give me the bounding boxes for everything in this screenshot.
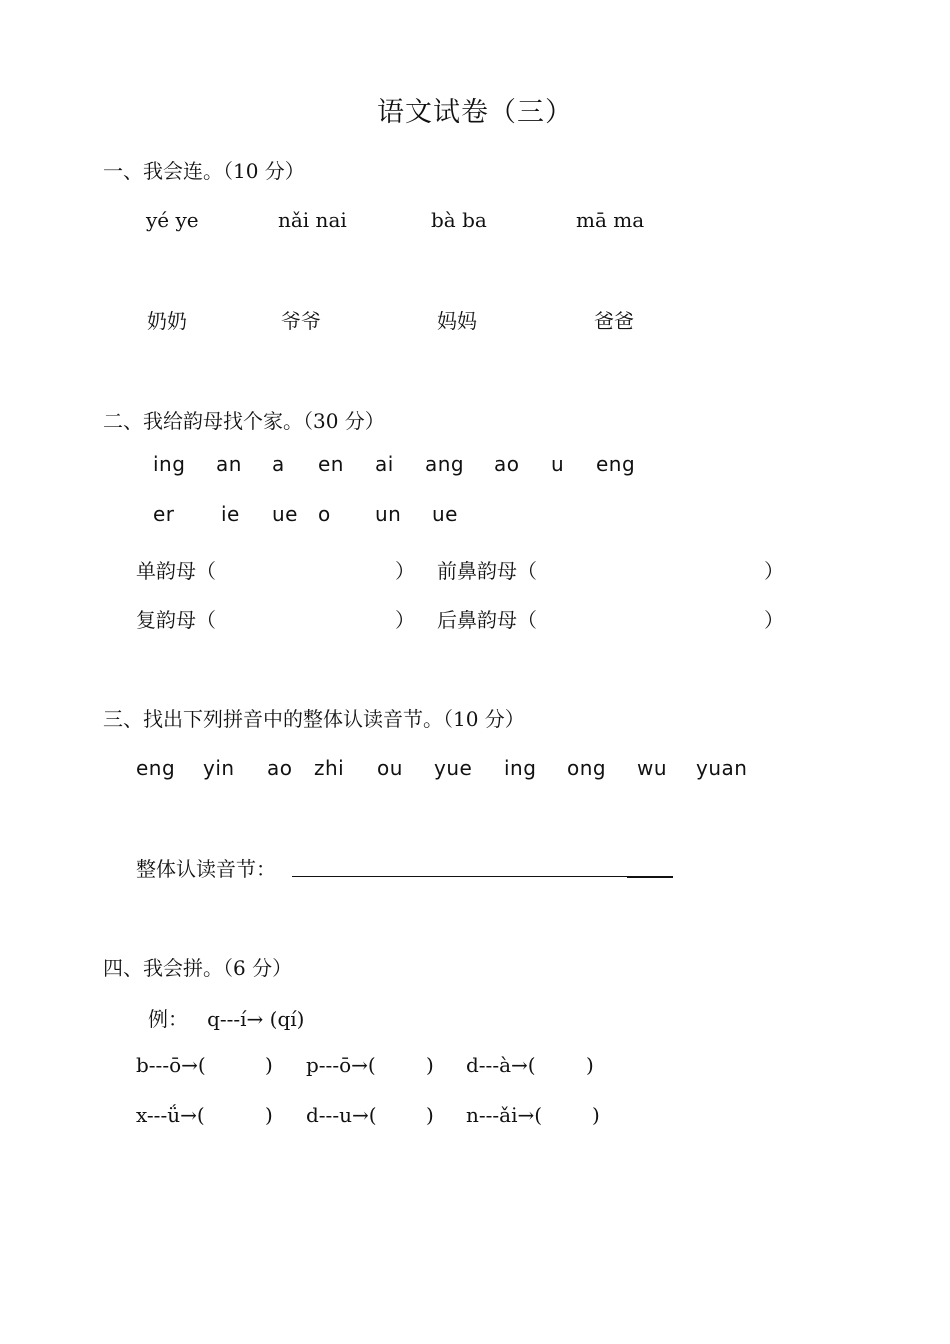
spell-item: d---à→( (466, 1053, 536, 1077)
example-line: 例： q---í→ (qí) (148, 1007, 305, 1031)
spell-close: ) (265, 1053, 273, 1077)
section-4-heading: 四、我会拼。（6 分） (103, 956, 293, 980)
final-item: en (318, 452, 344, 476)
answer-blank-tail (627, 876, 673, 878)
word-mama: 妈妈 (437, 309, 477, 333)
final-item: ie (221, 502, 240, 526)
spell-item: p---ō→( (306, 1053, 376, 1077)
category-close: ） (395, 559, 415, 583)
category-close: ） (764, 608, 784, 632)
syllable-item: yuan (696, 756, 748, 780)
answer-blank[interactable] (292, 876, 627, 877)
syllable-item: yue (434, 756, 473, 780)
spell-item: b---ō→( (136, 1053, 206, 1077)
final-item: un (375, 502, 402, 526)
final-item: ue (272, 502, 298, 526)
syllable-item: ing (504, 756, 537, 780)
word-nainai: 奶奶 (147, 309, 187, 333)
final-item: a (272, 452, 285, 476)
syllable-item: ong (567, 756, 607, 780)
pinyin-mama: mā ma (576, 208, 645, 232)
final-item: ao (494, 452, 520, 476)
syllable-item: wu (637, 756, 668, 780)
category-back-nasal-finals: 后鼻韵母（ (437, 608, 537, 632)
final-item: ai (375, 452, 394, 476)
spell-close: ) (426, 1103, 434, 1127)
final-item: ue (432, 502, 458, 526)
final-item: ang (425, 452, 465, 476)
answer-label: 整体认读音节： (136, 857, 276, 881)
syllable-item: ao (267, 756, 293, 780)
pinyin-yeye: yé ye (146, 208, 199, 232)
syllable-item: ou (377, 756, 403, 780)
spell-close: ) (265, 1103, 273, 1127)
final-item: ing (153, 452, 186, 476)
spell-close: ) (586, 1053, 594, 1077)
category-front-nasal-finals: 前鼻韵母（ (437, 559, 537, 583)
spell-item: d---u→( (306, 1103, 377, 1127)
syllable-item: zhi (314, 756, 345, 780)
pinyin-baba: bà ba (431, 208, 487, 232)
spell-item: x---ǘ→( (136, 1103, 205, 1127)
final-item: o (318, 502, 331, 526)
spell-item: n---ǎi→( (466, 1103, 543, 1127)
section-1-heading: 一、我会连。（10 分） (103, 159, 305, 183)
category-compound-finals: 复韵母（ (136, 608, 216, 632)
section-3-heading: 三、找出下列拼音中的整体认读音节。（10 分） (103, 707, 525, 731)
word-yeye: 爷爷 (281, 309, 321, 333)
word-baba: 爸爸 (594, 309, 634, 333)
final-item: er (153, 502, 175, 526)
section-2-heading: 二、我给韵母找个家。（30 分） (103, 409, 385, 433)
category-close: ） (395, 608, 415, 632)
spell-close: ) (592, 1103, 600, 1127)
spell-close: ) (426, 1053, 434, 1077)
syllable-item: eng (136, 756, 176, 780)
pinyin-nainai: nǎi nai (278, 208, 347, 232)
final-item: eng (596, 452, 636, 476)
syllable-item: yin (203, 756, 235, 780)
final-item: u (551, 452, 565, 476)
category-close: ） (764, 559, 784, 583)
page-title: 语文试卷（三） (377, 97, 573, 128)
category-simple-finals: 单韵母（ (136, 559, 216, 583)
final-item: an (216, 452, 242, 476)
